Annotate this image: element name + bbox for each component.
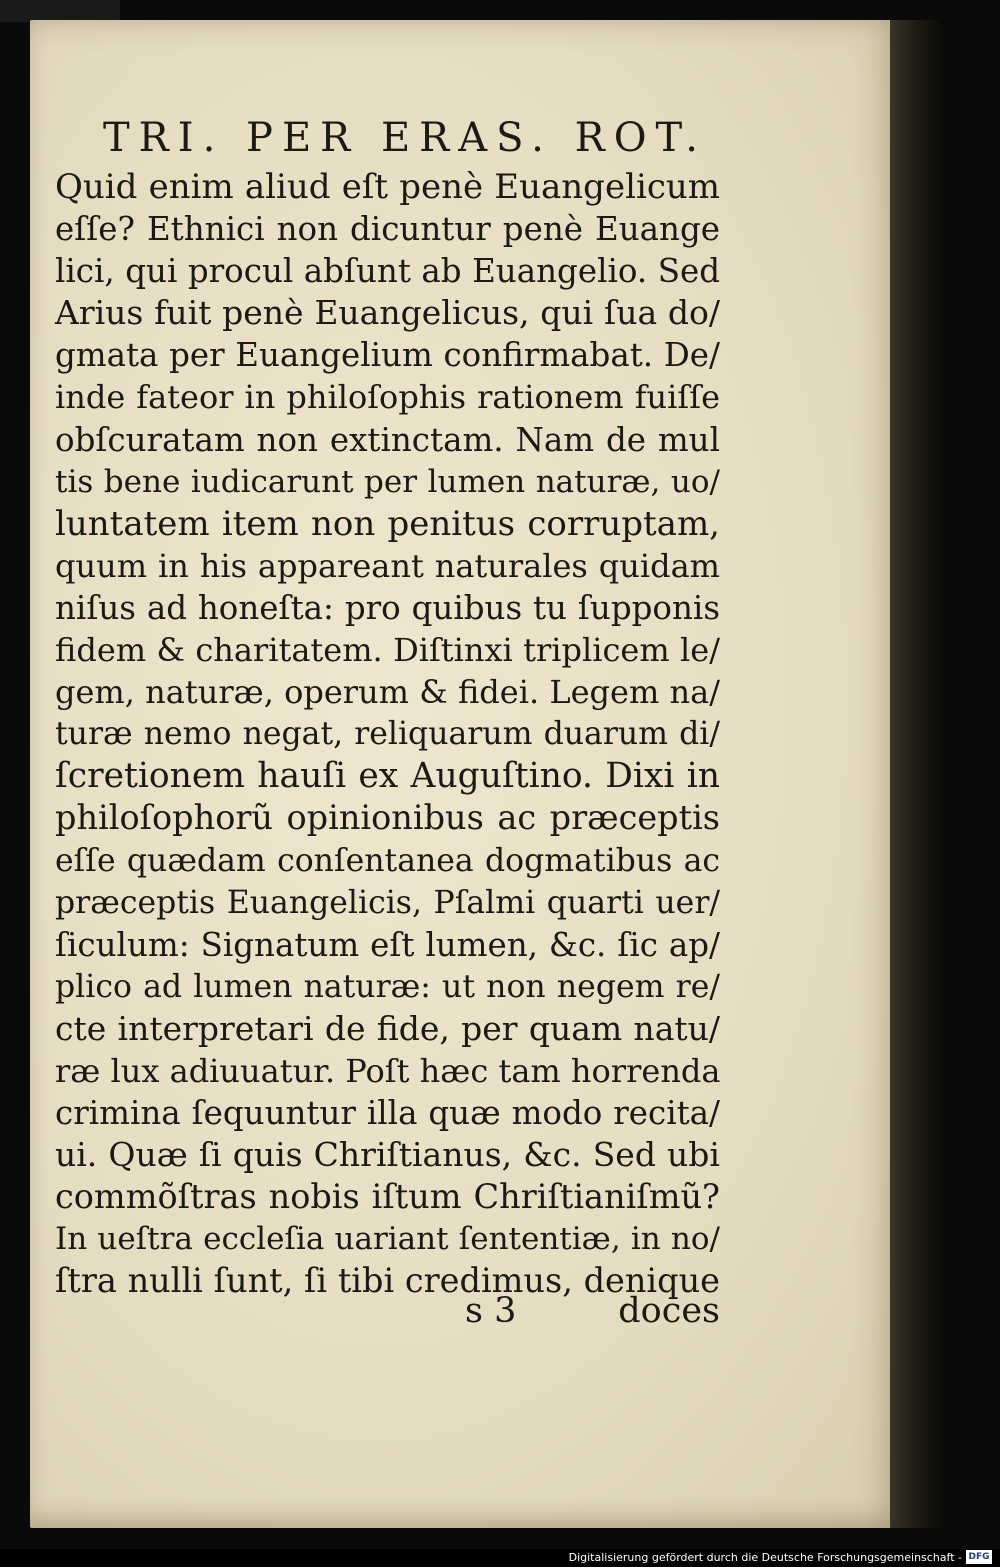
- dfg-logo: DFG: [966, 1550, 992, 1564]
- text-line: ſtra nulli ſunt, ſi tibi credimus, denique: [55, 1261, 720, 1301]
- text-line: præceptis Euangelicis, Pſalmi quarti uer/: [55, 884, 720, 921]
- signature-mark: s 3: [465, 1291, 517, 1331]
- text-line: ui. Quæ ſi quis Chriſtianus, &c. Sed ubi: [55, 1135, 720, 1175]
- text-line: commõſtras nobis iſtum Chriſtianiſmũ?: [55, 1177, 720, 1217]
- text-line: plico ad lumen naturæ: ut non negem re/: [55, 968, 720, 1005]
- text-line: eſſe? Ethnici non dicuntur penè Euange: [55, 210, 720, 249]
- text-line: In ueſtra eccleſia uariant ſententiæ, in no/: [55, 1221, 720, 1258]
- text-line: quum in his appareant naturales quidam: [55, 546, 720, 585]
- text-line: Arius fuit penè Euangelicus, qui ſua do/: [55, 293, 720, 333]
- text-line: lici, qui procul abſunt ab Euangelio. Sed: [55, 252, 720, 291]
- text-line: inde fateor in philoſophis rationem fuiſſe: [55, 378, 720, 417]
- text-line: obſcuratam non extinctam. Nam de mul: [55, 420, 720, 459]
- catchword: doces: [618, 1291, 720, 1331]
- text-line: Quid enim aliud eſt penè Euangelicum: [55, 167, 720, 207]
- text-line: crimina ſequuntur illa quæ modo recita/: [55, 1094, 720, 1133]
- text-line: fidem & charitatem. Diſtinxi triplicem le/: [55, 631, 720, 670]
- digitization-credit: Digitalisierung gefördert durch die Deutsche Forschungsgemeinschaft -: [568, 1551, 962, 1564]
- text-line: ſcretionem hauſi ex Auguſtino. Dixi in: [55, 756, 720, 797]
- text-line: eſſe quædam conſentanea dogmatibus ac: [55, 842, 720, 879]
- page-gutter: [890, 20, 940, 1528]
- text-line: ſiculum: Signatum eſt lumen, &c. ſic ap/: [55, 925, 720, 964]
- running-head: TRI. PER ERAS. ROT.: [103, 115, 708, 161]
- book-top-edge: [0, 0, 120, 22]
- text-line: ræ lux adiuuatur. Poſt hæc tam horrenda: [55, 1051, 721, 1090]
- text-line: niſus ad honeſta: pro quibus tu ſupponis: [55, 588, 720, 627]
- text-line: gmata per Euangelium confirmabat. De/: [55, 336, 720, 375]
- text-line: cte interpretari de fide, per quam natu/: [55, 1008, 720, 1048]
- text-line: luntatem item non penitus corruptam,: [55, 503, 720, 544]
- body-text: [55, 166, 720, 1303]
- text-line: turæ nemo negat, reliquarum duarum di/: [55, 716, 720, 753]
- text-line: tis bene iudicarunt per lumen naturæ, uo/: [55, 463, 720, 500]
- text-line: gem, naturæ, operum & fidei. Legem na/: [55, 673, 720, 712]
- text-line: philoſophorũ opinionibus ac præceptis: [55, 798, 720, 838]
